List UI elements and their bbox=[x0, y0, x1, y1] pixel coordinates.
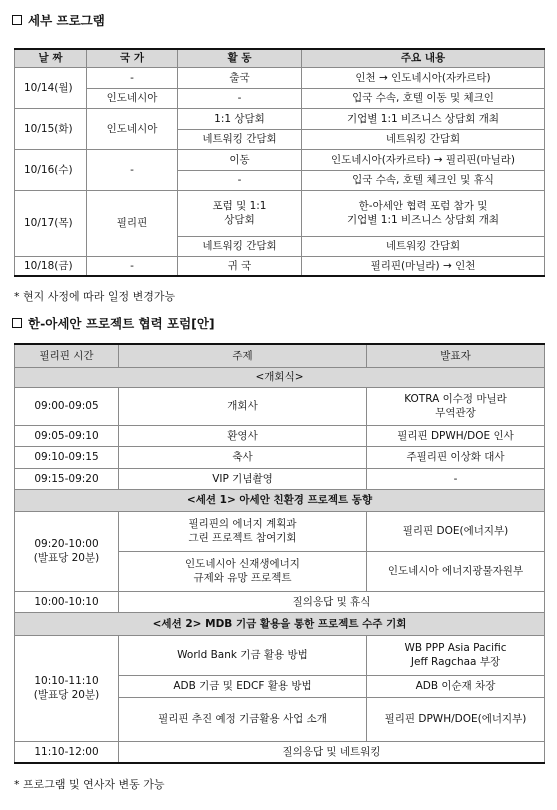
country-cell: - bbox=[87, 149, 178, 190]
speaker-line: KOTRA 이수정 마닐라 bbox=[404, 393, 507, 405]
date-cell: 10/16(수) bbox=[15, 149, 87, 190]
table-row bbox=[15, 635, 545, 675]
table-row bbox=[15, 446, 545, 468]
speaker-cell bbox=[367, 387, 545, 425]
table-header-row bbox=[15, 49, 545, 67]
topic-line: 규제와 유망 프로젝트 bbox=[193, 572, 292, 584]
content-line: 기업별 1:1 비즈니스 상담회 개최 bbox=[347, 214, 499, 226]
table-row bbox=[15, 256, 545, 276]
checkbox-square-icon bbox=[12, 318, 22, 328]
content-cell bbox=[302, 190, 545, 236]
content-cell: 인천 → 인도네시아(자카르타) bbox=[302, 67, 545, 88]
topic-cell: 필리핀 추진 예정 기금활용 사업 소개 bbox=[119, 697, 367, 741]
time-line: 10:10-11:10 bbox=[34, 675, 99, 687]
table-row bbox=[15, 468, 545, 489]
header-topic: 주제 bbox=[119, 344, 367, 367]
time-cell bbox=[15, 511, 119, 591]
activity-cell: 1:1 상담회 bbox=[178, 108, 302, 129]
schedule-table bbox=[14, 48, 545, 277]
section1-heading bbox=[12, 11, 105, 29]
session2-label: <세션 2> MDB 기금 활용을 통한 프로젝트 수주 기회 bbox=[15, 612, 545, 635]
activity-cell: 귀 국 bbox=[178, 256, 302, 276]
speaker-line: 무역관장 bbox=[435, 407, 476, 419]
schedule-note: * 현지 사정에 따라 일정 변경가능 bbox=[14, 290, 176, 303]
speaker-line: Jeff Ragchaa 부장 bbox=[410, 656, 501, 668]
section2-heading bbox=[12, 314, 215, 332]
content-cell: 입국 수속, 호텔 이동 및 체크인 bbox=[302, 88, 545, 108]
speaker-cell: 주필리핀 이상화 대사 bbox=[367, 446, 545, 468]
table-row bbox=[15, 108, 545, 129]
header-activity: 활 동 bbox=[178, 49, 302, 67]
content-cell: 네트워킹 간담회 bbox=[302, 129, 545, 149]
table-row bbox=[15, 67, 545, 88]
session1-label: <세션 1> 아세안 친환경 프로젝트 동향 bbox=[15, 489, 545, 511]
speaker-cell: 필리핀 DPWH/DOE(에너지부) bbox=[367, 697, 545, 741]
time-cell: 09:15-09:20 bbox=[15, 468, 119, 489]
time-cell: 09:00-09:05 bbox=[15, 387, 119, 425]
header-country: 국 가 bbox=[87, 49, 178, 67]
topic-cell bbox=[119, 551, 367, 591]
activity-cell: 이동 bbox=[178, 149, 302, 170]
country-cell: 인도네시아 bbox=[87, 108, 178, 149]
header-date: 날 짜 bbox=[15, 49, 87, 67]
header-time: 필리핀 시간 bbox=[15, 344, 119, 367]
checkbox-square-icon bbox=[12, 15, 22, 25]
content-cell: 인도네시아(자카르타) → 필리핀(마닐라) bbox=[302, 149, 545, 170]
time-cell bbox=[15, 635, 119, 741]
content-cell: 네트워킹 간담회 bbox=[302, 236, 545, 256]
topic-line: 그린 프로젝트 참여기회 bbox=[188, 532, 297, 544]
qa-cell: 질의응답 및 휴식 bbox=[119, 591, 545, 612]
table-row bbox=[15, 511, 545, 551]
topic-cell bbox=[119, 511, 367, 551]
topic-cell: World Bank 기금 활용 방법 bbox=[119, 635, 367, 675]
speaker-cell: 필리핀 DPWH/DOE 인사 bbox=[367, 425, 545, 446]
header-speaker: 발표자 bbox=[367, 344, 545, 367]
time-cell: 09:10-09:15 bbox=[15, 446, 119, 468]
speaker-cell: 인도네시아 에너지광물자원부 bbox=[367, 551, 545, 591]
activity-cell: 네트워킹 간담회 bbox=[178, 236, 302, 256]
activity-cell: 네트워킹 간담회 bbox=[178, 129, 302, 149]
activity-cell: - bbox=[178, 170, 302, 190]
time-line: 09:20-10:00 bbox=[34, 538, 99, 550]
time-cell: 10:00-10:10 bbox=[15, 591, 119, 612]
content-cell: 필리핀(마닐라) → 인천 bbox=[302, 256, 545, 276]
content-line: 한-아세안 협력 포럼 참가 및 bbox=[358, 200, 488, 212]
speaker-cell: - bbox=[367, 468, 545, 489]
forum-table bbox=[14, 343, 545, 764]
table-header-row bbox=[15, 344, 545, 367]
table-row bbox=[15, 489, 545, 511]
activity-cell: - bbox=[178, 88, 302, 108]
date-cell: 10/14(월) bbox=[15, 67, 87, 108]
table-row bbox=[15, 149, 545, 170]
table-row bbox=[15, 591, 545, 612]
country-cell: 인도네시아 bbox=[87, 88, 178, 108]
section1-title: 세부 프로그램 bbox=[28, 13, 105, 28]
table-row bbox=[15, 387, 545, 425]
country-cell: 필리핀 bbox=[87, 190, 178, 256]
speaker-cell: ADB 이순재 차장 bbox=[367, 675, 545, 697]
qa-cell: 질의응답 및 네트워킹 bbox=[119, 741, 545, 763]
topic-cell: VIP 기념촬영 bbox=[119, 468, 367, 489]
speaker-line: WB PPP Asia Pacific bbox=[404, 642, 507, 654]
table-row bbox=[15, 367, 545, 387]
forum-note: * 프로그램 및 연사자 변동 가능 bbox=[14, 778, 165, 791]
content-cell: 입국 수속, 호텔 체크인 및 휴식 bbox=[302, 170, 545, 190]
time-cell: 11:10-12:00 bbox=[15, 741, 119, 763]
table-row bbox=[15, 741, 545, 763]
content-cell: 기업별 1:1 비즈니스 상담회 개최 bbox=[302, 108, 545, 129]
country-cell: - bbox=[87, 67, 178, 88]
topic-cell: 축사 bbox=[119, 446, 367, 468]
opening-label: <개회식> bbox=[15, 367, 545, 387]
date-cell: 10/18(금) bbox=[15, 256, 87, 276]
date-cell: 10/17(목) bbox=[15, 190, 87, 256]
activity-cell bbox=[178, 190, 302, 236]
table-row bbox=[15, 612, 545, 635]
table-row bbox=[15, 425, 545, 446]
topic-line: 필리핀의 에너지 계획과 bbox=[188, 518, 297, 530]
topic-cell: 개회사 bbox=[119, 387, 367, 425]
topic-line: 인도네시아 신재생에너지 bbox=[185, 558, 300, 570]
speaker-cell: 필리핀 DOE(에너지부) bbox=[367, 511, 545, 551]
date-cell: 10/15(화) bbox=[15, 108, 87, 149]
header-content: 주요 내용 bbox=[302, 49, 545, 67]
activity-line: 포럼 및 1:1 bbox=[212, 200, 267, 212]
time-cell: 09:05-09:10 bbox=[15, 425, 119, 446]
time-note: (발표당 20분) bbox=[33, 689, 100, 701]
topic-cell: ADB 기금 및 EDCF 활용 방법 bbox=[119, 675, 367, 697]
activity-line: 상담회 bbox=[224, 214, 255, 226]
topic-cell: 환영사 bbox=[119, 425, 367, 446]
time-note: (발표당 20분) bbox=[33, 552, 100, 564]
speaker-cell bbox=[367, 635, 545, 675]
activity-cell: 출국 bbox=[178, 67, 302, 88]
table-row bbox=[15, 190, 545, 236]
country-cell: - bbox=[87, 256, 178, 276]
section2-title: 한-아세안 프로젝트 협력 포럼[안] bbox=[28, 316, 215, 331]
table-row bbox=[15, 88, 545, 108]
